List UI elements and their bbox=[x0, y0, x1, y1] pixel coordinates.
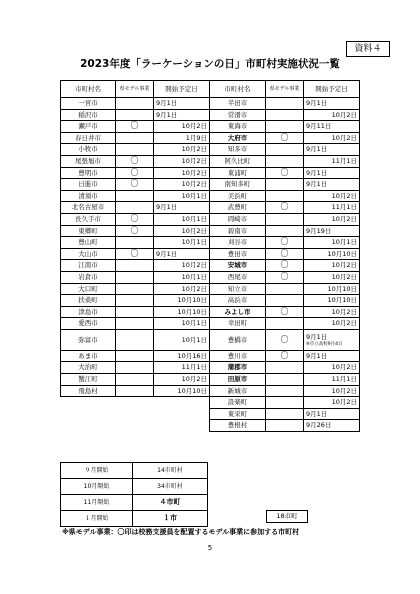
start-date: 9月1日 bbox=[304, 179, 360, 191]
municipality-name: 設楽町 bbox=[210, 397, 266, 409]
municipality-name: 岩倉市 bbox=[61, 271, 116, 283]
start-date-note: ※市立高校9月4日 bbox=[306, 341, 343, 347]
municipality-name: 日進市 bbox=[61, 179, 116, 191]
model-mark bbox=[116, 260, 154, 272]
model-mark bbox=[116, 237, 154, 249]
model-mark bbox=[266, 318, 304, 330]
table-row bbox=[61, 271, 360, 283]
municipality-name: 豊根村 bbox=[210, 420, 266, 432]
empty-cell bbox=[61, 420, 116, 432]
header-date: 開始予定日 bbox=[154, 81, 210, 98]
start-date: 11月1日 bbox=[304, 155, 360, 167]
model-mark: 〇 bbox=[266, 329, 304, 350]
municipality-name: 尾張旭市 bbox=[61, 155, 116, 167]
municipality-name: みよし市 bbox=[210, 306, 266, 318]
model-mark: 〇 bbox=[266, 248, 304, 260]
start-date: 10月2日 bbox=[154, 155, 210, 167]
municipality-name: 新城市 bbox=[210, 385, 266, 397]
municipality-name: 南知多町 bbox=[210, 179, 266, 191]
municipality-name: 知多市 bbox=[210, 144, 266, 156]
model-mark: 〇 bbox=[116, 213, 154, 225]
table-row bbox=[61, 408, 360, 420]
table-row bbox=[61, 144, 360, 156]
municipality-name: 大府市 bbox=[210, 132, 266, 144]
start-date: 9月1日 bbox=[304, 408, 360, 420]
municipality-name: 扶桑町 bbox=[61, 295, 116, 307]
model-mark: 〇 bbox=[116, 179, 154, 191]
summary-row bbox=[61, 495, 208, 511]
table-row bbox=[61, 350, 360, 362]
model-mark: 〇 bbox=[116, 155, 154, 167]
municipality-name: 高浜市 bbox=[210, 295, 266, 307]
summary-count: 14市町村 bbox=[133, 463, 208, 479]
model-mark bbox=[266, 155, 304, 167]
model-mark bbox=[116, 350, 154, 362]
start-date: 10月10日 bbox=[154, 306, 210, 318]
municipality-name: 大山市 bbox=[61, 248, 116, 260]
header-name: 市町村名 bbox=[210, 81, 266, 98]
municipality-name: 刈谷市 bbox=[210, 237, 266, 249]
start-date: 1月9日 bbox=[154, 132, 210, 144]
municipality-name: 春日井市 bbox=[61, 132, 116, 144]
model-mark bbox=[266, 213, 304, 225]
model-mark bbox=[116, 98, 154, 110]
model-mark bbox=[266, 144, 304, 156]
summary-count: 34市町村 bbox=[133, 479, 208, 495]
table-row bbox=[61, 155, 360, 167]
empty-cell bbox=[116, 408, 154, 420]
header-name: 市町村名 bbox=[61, 81, 116, 98]
start-date: 10月2日 bbox=[154, 179, 210, 191]
summary-label: １月開始 bbox=[61, 511, 133, 527]
start-date: 10月16日 bbox=[154, 350, 210, 362]
municipality-name: 豊川市 bbox=[210, 350, 266, 362]
municipality-name: 愛西市 bbox=[61, 318, 116, 330]
summary-row bbox=[61, 479, 208, 495]
table-row bbox=[61, 362, 360, 374]
table-row bbox=[61, 397, 360, 409]
start-date: 11月1日 bbox=[304, 202, 360, 214]
municipality-name: 蒲郡市 bbox=[210, 362, 266, 374]
start-date: 9月26日 bbox=[304, 420, 360, 432]
model-mark bbox=[266, 98, 304, 110]
model-mark bbox=[116, 283, 154, 295]
municipality-name: 田原市 bbox=[210, 374, 266, 386]
page-number: 5 bbox=[207, 544, 213, 552]
model-mark bbox=[266, 397, 304, 409]
municipality-name: 半田市 bbox=[210, 98, 266, 110]
municipality-name: 西尾市 bbox=[210, 271, 266, 283]
municipality-name: 岡崎市 bbox=[210, 213, 266, 225]
summary-label: ９月開始 bbox=[61, 463, 133, 479]
municipality-name: 碧南市 bbox=[210, 225, 266, 237]
municipality-name: 小牧市 bbox=[61, 144, 116, 156]
model-mark: 〇 bbox=[116, 121, 154, 133]
model-mark bbox=[116, 374, 154, 386]
municipality-name: 大治町 bbox=[61, 362, 116, 374]
start-date: 9月1日 bbox=[154, 248, 210, 260]
municipality-name: 豊明市 bbox=[61, 167, 116, 179]
model-mark bbox=[116, 132, 154, 144]
empty-cell bbox=[116, 420, 154, 432]
start-date: 10月10日 bbox=[304, 295, 360, 307]
summary-row bbox=[61, 511, 208, 527]
municipality-name: 瀬戸市 bbox=[61, 121, 116, 133]
start-date: 10月2日 bbox=[154, 283, 210, 295]
start-date: 9月19日 bbox=[304, 225, 360, 237]
start-date: 9月1日 bbox=[304, 350, 360, 362]
municipality-name: あま市 bbox=[61, 350, 116, 362]
municipality-name: 一宮市 bbox=[61, 98, 116, 110]
model-mark bbox=[266, 190, 304, 202]
start-date: 10月1日 bbox=[154, 190, 210, 202]
model-mark: 〇 bbox=[266, 260, 304, 272]
start-date: 9月1日 bbox=[304, 144, 360, 156]
empty-cell bbox=[154, 397, 210, 409]
start-date: 9月1日 bbox=[154, 202, 210, 214]
model-mark bbox=[116, 306, 154, 318]
start-date: 10月1日 bbox=[154, 318, 210, 330]
start-date: 11月1日 bbox=[154, 362, 210, 374]
table-row bbox=[61, 295, 360, 307]
model-mark bbox=[116, 144, 154, 156]
table-row bbox=[61, 109, 360, 121]
municipality-name: 豊田市 bbox=[210, 248, 266, 260]
start-date: 10月2日 bbox=[154, 144, 210, 156]
municipality-name: 常滑市 bbox=[210, 109, 266, 121]
model-mark: 〇 bbox=[116, 167, 154, 179]
start-date: 10月10日 bbox=[154, 385, 210, 397]
municipality-name: 美浜町 bbox=[210, 190, 266, 202]
footnote: ※県モデル事業：〇印は校務支援員を配置するモデル事業に参加する市町村 bbox=[62, 528, 300, 536]
model-mark bbox=[116, 109, 154, 121]
table-row bbox=[61, 213, 360, 225]
start-date: 10月2日 bbox=[304, 362, 360, 374]
empty-cell bbox=[116, 397, 154, 409]
start-date: 10月2日 bbox=[154, 167, 210, 179]
municipality-name: 幸田町 bbox=[210, 318, 266, 330]
start-date: 9月1日 bbox=[304, 98, 360, 110]
municipality-name: 長久手市 bbox=[61, 213, 116, 225]
municipality-name: 弥富市 bbox=[61, 329, 116, 350]
model-mark bbox=[266, 408, 304, 420]
municipality-name: 北名古屋市 bbox=[61, 202, 116, 214]
municipality-name: 豊橋市 bbox=[210, 329, 266, 350]
model-mark bbox=[116, 329, 154, 350]
empty-cell bbox=[61, 397, 116, 409]
municipality-name: 東浦町 bbox=[210, 167, 266, 179]
start-date: 9月1日 bbox=[154, 109, 210, 121]
municipality-name: 蟹江町 bbox=[61, 374, 116, 386]
model-mark bbox=[266, 225, 304, 237]
start-date: 10月2日 bbox=[304, 397, 360, 409]
municipality-name: 江南市 bbox=[61, 260, 116, 272]
municipality-name: 豊山町 bbox=[61, 237, 116, 249]
summary-count: ４市町 bbox=[133, 495, 208, 511]
municipality-name: 大口町 bbox=[61, 283, 116, 295]
start-date: 10月1日 bbox=[154, 213, 210, 225]
municipality-name: 安城市 bbox=[210, 260, 266, 272]
model-mark bbox=[266, 283, 304, 295]
start-date-value: 9月1日 bbox=[306, 332, 328, 341]
header-model: 県モデル事業 bbox=[266, 81, 304, 98]
start-date: 10月2日 bbox=[304, 213, 360, 225]
document-badge: 資料４ bbox=[346, 41, 390, 57]
header-model: 県モデル事業 bbox=[116, 81, 154, 98]
model-mark: 〇 bbox=[116, 225, 154, 237]
start-date: 10月10日 bbox=[304, 248, 360, 260]
start-date: 10月2日 bbox=[304, 271, 360, 283]
model-mark bbox=[266, 109, 304, 121]
table-row bbox=[61, 385, 360, 397]
municipality-name: 清須市 bbox=[61, 190, 116, 202]
municipality-name: 阿久比町 bbox=[210, 155, 266, 167]
page-title: 2023年度「ラーケーションの日」市町村実施状況一覧 bbox=[80, 58, 340, 70]
model-mark: 〇 bbox=[266, 132, 304, 144]
start-date: 10月2日 bbox=[304, 109, 360, 121]
status-table bbox=[60, 80, 360, 432]
municipality-name: 飛島村 bbox=[61, 385, 116, 397]
model-mark: 〇 bbox=[116, 248, 154, 260]
table-row bbox=[61, 179, 360, 191]
empty-cell bbox=[61, 408, 116, 420]
start-date: 10月2日 bbox=[154, 121, 210, 133]
table-row bbox=[61, 248, 360, 260]
table-row bbox=[61, 283, 360, 295]
header-date: 開始予定日 bbox=[304, 81, 360, 98]
start-date: 10月2日 bbox=[304, 306, 360, 318]
model-mark bbox=[266, 121, 304, 133]
model-mark: 〇 bbox=[266, 202, 304, 214]
empty-cell bbox=[154, 408, 210, 420]
start-date: 10月2日 bbox=[304, 318, 360, 330]
start-date: 10月1日 bbox=[304, 237, 360, 249]
table-row bbox=[61, 132, 360, 144]
start-date: 10月10日 bbox=[154, 295, 210, 307]
subtotal-box: 18市町 bbox=[266, 510, 308, 523]
summary-label: 11月開始 bbox=[61, 495, 133, 511]
model-mark bbox=[116, 295, 154, 307]
start-date: 9月1日 bbox=[304, 167, 360, 179]
start-date bbox=[304, 329, 360, 350]
model-mark: 〇 bbox=[266, 350, 304, 362]
municipality-name: 東郷町 bbox=[61, 225, 116, 237]
table-row bbox=[61, 121, 360, 133]
start-date: 10月10日 bbox=[304, 283, 360, 295]
start-date: 11月1日 bbox=[304, 374, 360, 386]
start-date: 10月1日 bbox=[154, 271, 210, 283]
start-date: 10月2日 bbox=[154, 374, 210, 386]
start-date: 10月1日 bbox=[154, 329, 210, 350]
table-row bbox=[61, 202, 360, 214]
start-date: 10月2日 bbox=[154, 260, 210, 272]
start-date: 10月2日 bbox=[304, 132, 360, 144]
model-mark bbox=[266, 179, 304, 191]
table-row bbox=[61, 260, 360, 272]
model-mark: 〇 bbox=[266, 306, 304, 318]
table-row bbox=[61, 329, 360, 350]
model-mark bbox=[266, 295, 304, 307]
model-mark bbox=[116, 202, 154, 214]
model-mark bbox=[116, 190, 154, 202]
table-row bbox=[61, 237, 360, 249]
summary-label: 10月開始 bbox=[61, 479, 133, 495]
table-row bbox=[61, 420, 360, 432]
start-date: 10月2日 bbox=[154, 225, 210, 237]
model-mark: 〇 bbox=[266, 271, 304, 283]
model-mark bbox=[266, 362, 304, 374]
summary-row bbox=[61, 463, 208, 479]
municipality-name: 東海市 bbox=[210, 121, 266, 133]
model-mark bbox=[266, 420, 304, 432]
table-row bbox=[61, 306, 360, 318]
table-header-row bbox=[61, 81, 360, 98]
model-mark: 〇 bbox=[266, 237, 304, 249]
start-date: 9月1日 bbox=[154, 98, 210, 110]
model-mark bbox=[266, 385, 304, 397]
summary-table bbox=[60, 462, 208, 527]
municipality-name: 稲沢市 bbox=[61, 109, 116, 121]
model-mark bbox=[116, 318, 154, 330]
model-mark bbox=[266, 374, 304, 386]
municipality-name: 東栄町 bbox=[210, 408, 266, 420]
table-row bbox=[61, 318, 360, 330]
table-row bbox=[61, 98, 360, 110]
start-date: 10月2日 bbox=[304, 260, 360, 272]
municipality-name: 武豊町 bbox=[210, 202, 266, 214]
table-row bbox=[61, 374, 360, 386]
start-date: 9月11日 bbox=[304, 121, 360, 133]
municipality-name: 知立市 bbox=[210, 283, 266, 295]
summary-count: １市 bbox=[133, 511, 208, 527]
model-mark bbox=[116, 271, 154, 283]
start-date: 10月1日 bbox=[154, 237, 210, 249]
start-date: 10月2日 bbox=[304, 385, 360, 397]
model-mark bbox=[116, 362, 154, 374]
empty-cell bbox=[154, 420, 210, 432]
model-mark: 〇 bbox=[266, 167, 304, 179]
table-row bbox=[61, 167, 360, 179]
start-date: 10月2日 bbox=[304, 190, 360, 202]
table-row bbox=[61, 225, 360, 237]
model-mark bbox=[116, 385, 154, 397]
table-row bbox=[61, 190, 360, 202]
municipality-name: 津島市 bbox=[61, 306, 116, 318]
